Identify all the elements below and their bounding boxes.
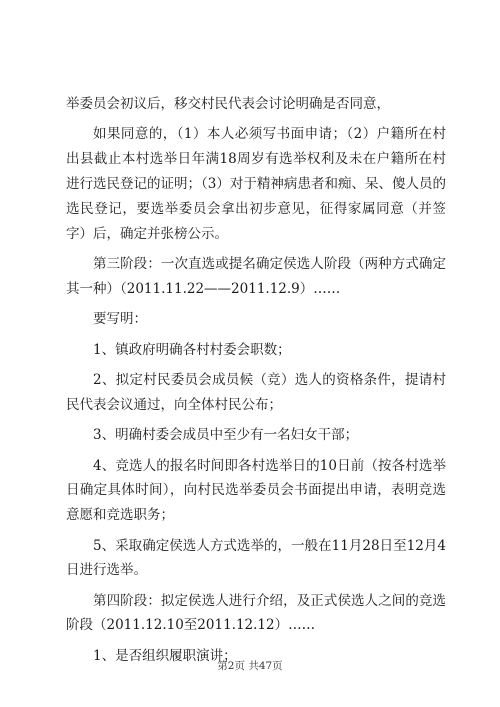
page-footer: 第2页 共47页	[217, 660, 283, 672]
list-item-2: 2、拟定村民委员会成员候（竞）选人的资格条件，提请村民代表会议通过，向全体村民公布；	[66, 371, 446, 413]
paragraph-must-specify: 要写明：	[93, 311, 147, 328]
list-item-4: 4、竞选人的报名时间即各村选举日的10日前（按各村选举日确定具体时间），向村民选举委员会书面提出申请，表明竞选意愿和竞选职务；	[66, 457, 446, 524]
paragraph-continuation: 举委员会初议后，移交村民代表会讨论明确是否同意，	[66, 96, 390, 112]
list-item-3: 3、明确村委会成员中至少有一名妇女干部；	[93, 427, 359, 444]
stage-four-list-item-1: 1、是否组织履职演讲；	[93, 647, 237, 664]
paragraph-stage-three-heading: 第三阶段：一次直选或提名确定侯选人阶段（两种方式确定其一种）（2011.11.22——2011.12.9）……	[66, 255, 446, 297]
list-item-1: 1、镇政府明确各村村委会职数；	[93, 341, 291, 358]
document-body	[66, 92, 446, 674]
paragraph-consent-conditions: 如果同意的，（1）本人必须写书面申请；（2）户籍所在村出县截止本村选举日年满18周岁有选举权利及未在户籍所在村进行选民登记的证明；（3）对于精神病患者和痴、呆、傻人员的选民登记，要选举委员会拿出初步意见，征得家属同意（并签字）后，确定并张榜公示。	[66, 126, 446, 242]
list-item-5: 5、采取确定侯选人方式选举的，一般在11月28日至12月4日进行选举。	[66, 537, 446, 579]
paragraph-stage-four-heading: 第四阶段：拟定侯选人进行介绍，及正式侯选人之间的竞选阶段（2011.12.10至2011.12.12）……	[66, 592, 446, 634]
